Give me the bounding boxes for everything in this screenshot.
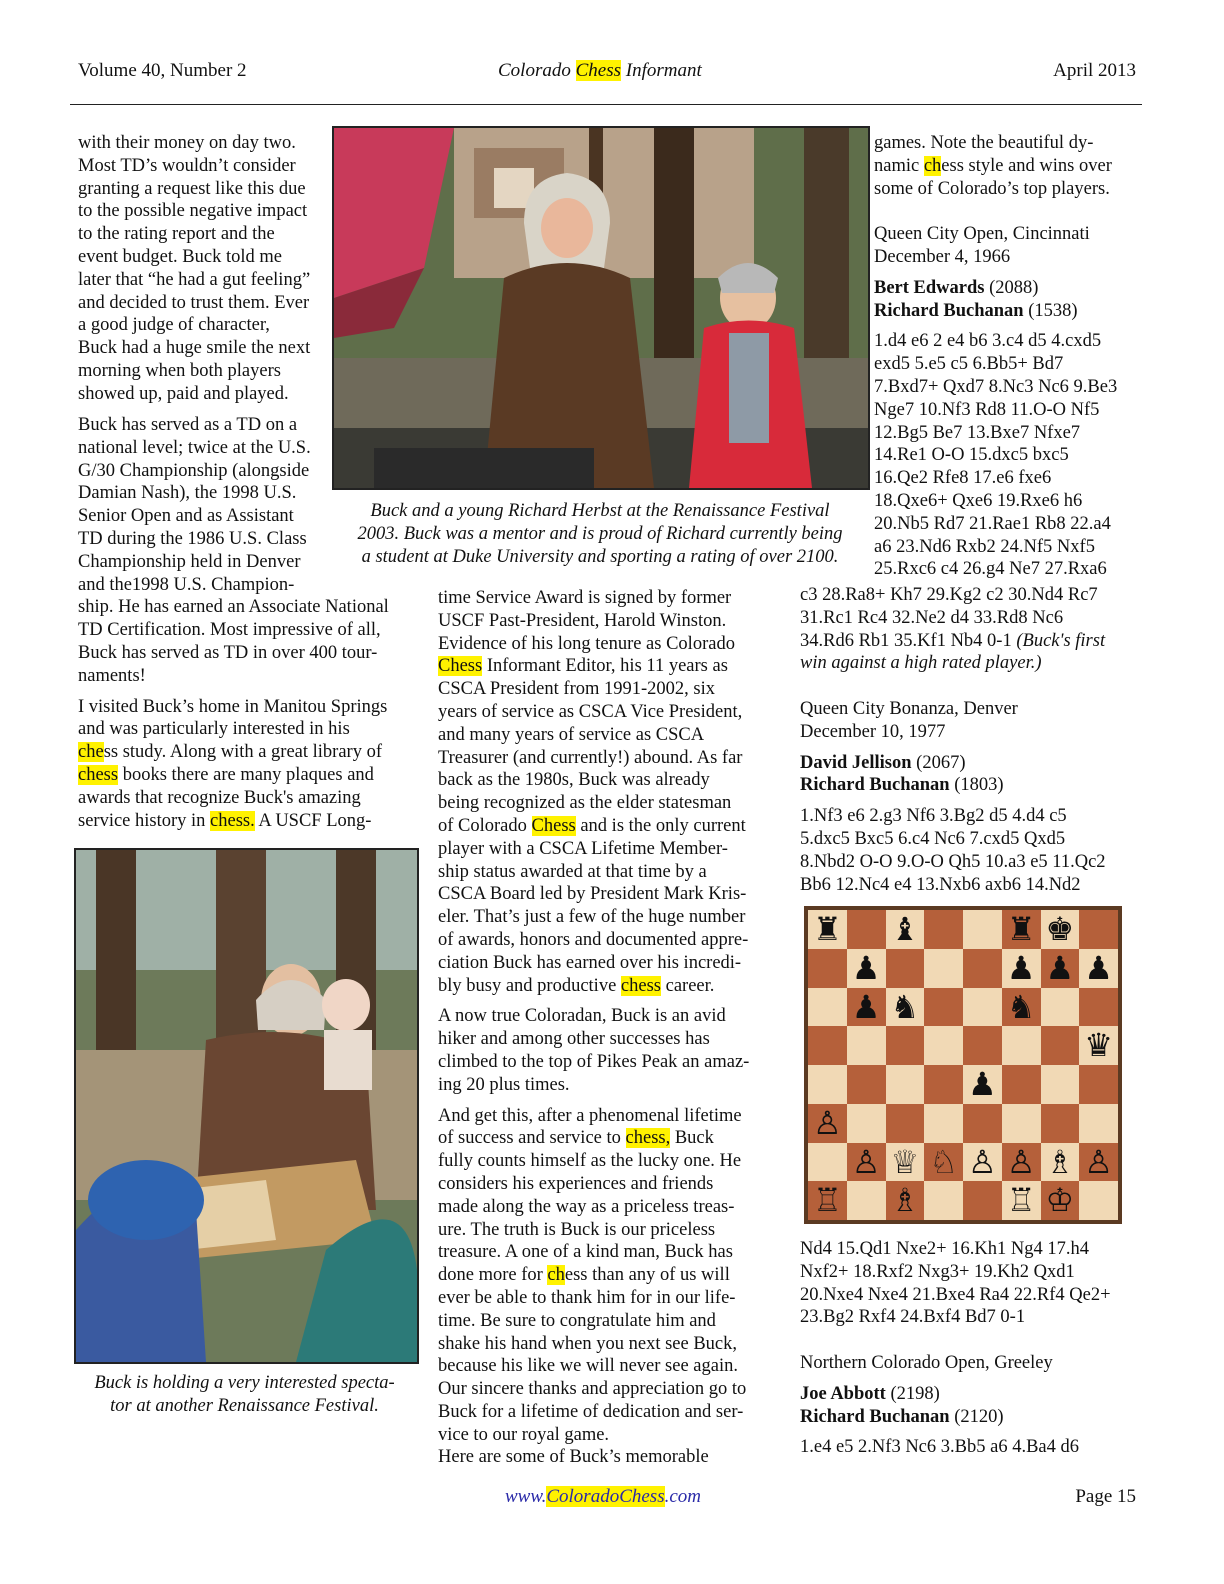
chess-piece: ♖ [1006,1181,1036,1220]
text-line: back as the 1980s, Buck was already [438,770,710,791]
text-line: ciation Buck has earned over his incredi- [438,952,742,973]
text-line: Evidence of his long tenure as Colorado [438,633,735,654]
moves-line: Nxf2+ 18.Rxf2 Nxg3+ 19.Kh2 Qxd1 [800,1261,1075,1282]
text-line: chess study. Along with a great library of [78,742,383,763]
board-square [847,1181,886,1220]
board-square [963,910,1002,949]
board-square [963,1104,1002,1143]
text-line: of Colorado Chess and is the only current [438,815,746,836]
moves-line: exd5 5.e5 c5 6.Bb5+ Bd7 [874,354,1064,375]
text-line: Senior Open and as Assistant [78,506,294,527]
moves-line: 34.Rd6 Rb1 35.Kf1 Nb4 0-1 (Buck's first [800,630,1106,651]
text-line: morning when both players [78,360,281,381]
text-line: I visited Buck’s home in Manitou Springs [78,696,388,717]
text-line: Our sincere thanks and appreciation go to [438,1379,747,1400]
column-3-upper [874,132,1144,581]
header-rule [70,104,1142,105]
chess-piece: ♛ [1084,1026,1113,1065]
header-date: April 2013 [1053,60,1136,81]
game-event: Queen City Open, Cincinnati [874,224,1090,245]
moves-line: 1.e4 e5 2.Nf3 Nc6 3.Bb5 a6 4.Ba4 d6 [800,1437,1079,1458]
chess-piece: ♔ [1045,1181,1075,1220]
text-line: And get this, after a phenomenal lifetime [438,1105,742,1126]
paragraph-lifetime [438,1105,783,1470]
board-square [924,910,963,949]
chess-piece: ♕ [890,1142,920,1181]
board-square [1079,910,1118,949]
text-line: Here are some of Buck’s memorable [438,1447,709,1468]
moves-line: 12.Bg5 Be7 13.Bxe7 Nfxe7 [874,422,1081,443]
text-line: because his like we will never see again. [438,1356,738,1377]
caption-line: a student at Duke University and sporting a rating of over 2100. [361,546,839,567]
text-line: naments! [78,665,146,686]
board-square [808,949,847,988]
text-line: being recognized as the elder statesman [438,793,732,814]
board-square [1079,988,1118,1027]
text-line: ever be able to thank him for in our life- [438,1287,736,1308]
text-line: shake his hand when you next see Buck, [438,1333,738,1354]
text-line: some of Colorado’s top players. [874,178,1110,199]
chess-piece: ♟ [1006,948,1036,987]
text-line: CSCA President from 1991-2002, six [438,679,715,700]
board-square [1041,1026,1080,1065]
chess-piece: ♗ [890,1181,920,1220]
game-black-player: Richard Buchanan (1538) [874,300,1078,321]
moves-line: c3 28.Ra8+ Kh7 29.Kg2 c2 30.Nd4 Rc7 [800,585,1098,605]
board-square [847,1104,886,1143]
board-square [1041,1065,1080,1104]
text-line: and many years of service as CSCA [438,724,705,745]
text-line: national level; twice at the U.S. [78,437,311,458]
paragraph-awards [438,587,783,997]
moves-line: 25.Rxc6 c4 26.g4 Ne7 27.Rxa6 [874,559,1107,580]
text-line: made along the way as a priceless treas- [438,1196,735,1217]
text-line: granting a request like this due [78,178,306,199]
text-line: ure. The truth is Buck is our priceless [438,1219,716,1240]
board-square [808,1065,847,1104]
text-line: bly busy and productive chess career. [438,975,715,996]
chess-piece: ♗ [1045,1142,1075,1181]
text-line: and decided to trust them. Ever [78,292,310,313]
game-date: December 10, 1977 [800,721,946,742]
text-line: to the rating report and the [78,224,275,245]
caption-line: Buck is holding a very interested specta- [94,1373,395,1393]
board-square [886,1026,925,1065]
board-square [924,988,963,1027]
text-line: player with a CSCA Lifetime Member- [438,838,728,859]
game-black-player: Richard Buchanan (2120) [800,1406,1004,1427]
board-square [963,949,1002,988]
board-square [808,1143,847,1182]
text-line: G/30 Championship (alongside [78,460,310,481]
moves-line: 20.Nb5 Rd7 21.Rae1 Rb8 22.a4 [874,513,1111,534]
board-square [963,1026,1002,1065]
board-square [847,1026,886,1065]
text-line: TD during the 1986 U.S. Class [78,528,307,549]
board-square [1002,1104,1041,1143]
text-line: ship. He has earned an Associate National [78,597,389,618]
game-note: win against a high rated player.) [800,653,1042,674]
chess-piece: ♙ [1084,1142,1113,1181]
moves-line: a6 23.Nd6 Rxb2 24.Nf5 Nxf5 [874,536,1095,557]
game-white-player: Joe Abbott (2198) [800,1383,940,1404]
moves-line: Bb6 12.Nc4 e4 13.Nxb6 axb6 14.Nd2 [800,874,1081,895]
text-line: event budget. Buck told me [78,246,282,267]
text-line: ship status awarded at that time by a [438,861,707,882]
column-1-top [78,132,328,414]
text-line: games. Note the beautiful dy- [874,133,1094,153]
text-line: vice to our royal game. [438,1424,610,1445]
photo-festival-table-scene [76,850,417,1362]
chess-piece: ♟ [1084,948,1113,987]
moves-line: 5.dxc5 Bxc5 6.c4 Nc6 7.cxd5 Qxd5 [800,828,1066,849]
chess-piece: ♟ [851,987,881,1026]
chess-piece: ♟ [968,1065,997,1103]
board-square [963,1181,1002,1220]
caption-top-photo [334,500,866,568]
board-square [886,1065,925,1104]
chess-piece: ♜ [813,910,842,948]
chess-piece: ♙ [813,1103,842,1142]
text-line: showed up, paid and played. [78,383,289,404]
chess-piece: ♟ [1045,948,1075,987]
column-3-lower [800,584,1145,896]
board-square [808,1026,847,1065]
caption-bottom-photo [74,1372,415,1418]
board-square [1002,1026,1041,1065]
chess-piece: ♞ [890,987,920,1026]
text-line: chess books there are many plaques and [78,764,374,785]
text-line: a good judge of character, [78,315,270,336]
chess-piece: ♙ [851,1142,881,1181]
column-2 [438,587,783,1477]
header-publication-title: Colorado Chess Informant [498,60,702,81]
text-line: time. Be sure to congratulate him and [438,1310,716,1331]
board-square [963,988,1002,1027]
column-3-after-board [800,1238,1145,1459]
chess-piece: ♞ [1006,987,1036,1026]
text-line: Buck has served as TD in over 400 tour- [78,642,378,663]
photo-buck-holding-spectator [74,848,419,1364]
text-line: Buck has served as a TD on a [78,415,298,435]
moves-line: 14.Re1 O-O 15.dxc5 bxc5 [874,445,1069,466]
chess-piece: ♖ [813,1181,842,1220]
chess-piece: ♟ [851,948,881,987]
moves-line: Nd4 15.Qd1 Nxe2+ 16.Kh1 Ng4 17.h4 [800,1239,1089,1259]
board-square [847,910,886,949]
chess-board-diagram [804,906,1122,1224]
caption-line: Buck and a young Richard Herbst at the Renaissance Festival [370,501,830,521]
chess-piece: ♙ [968,1142,997,1181]
paragraph-request [78,132,328,406]
board-square [808,988,847,1027]
photo-festival-scene [334,128,868,488]
game-date: December 4, 1966 [874,246,1011,267]
text-line: service history in chess. A USCF Long- [78,810,372,831]
text-line: Championship held in Denver [78,551,301,572]
text-line: CSCA Board led by President Mark Kris- [438,884,747,905]
text-line: with their money on day two. [78,133,296,153]
chess-piece: ♚ [1045,910,1075,948]
moves-line: 7.Bxd7+ Qxd7 8.Nc3 Nc6 9.Be3 [874,376,1118,397]
chess-piece: ♝ [890,910,920,948]
moves-line: 20.Nxe4 Nxe4 21.Bxe4 Ra4 22.Rf4 Qe2+ [800,1284,1111,1305]
board-square [1079,1181,1118,1220]
moves-line: Nge7 10.Nf3 Rd8 11.O-O Nf5 [874,399,1100,420]
game-event: Northern Colorado Open, Greeley [800,1352,1053,1373]
game-white-player: Bert Edwards (2088) [874,277,1039,298]
text-line: USCF Past-President, Harold Winston. [438,610,727,631]
text-line: Buck for a lifetime of dedication and ser- [438,1401,744,1422]
board-square [924,1104,963,1143]
moves-line: 8.Nbd2 O-O 9.O-O Qh5 10.a3 e5 11.Qc2 [800,851,1106,872]
board-square [1041,1104,1080,1143]
text-line: Treasurer (and currently!) abound. As far [438,747,743,768]
game-white-player: David Jellison (2067) [800,752,966,773]
chess-piece: ♙ [1006,1142,1036,1181]
text-line: and was particularly interested in his [78,719,350,740]
text-line: awards that recognize Buck's amazing [78,787,361,808]
text-line: and the1998 U.S. Champion- [78,574,295,595]
text-line: Most TD’s wouldn’t consider [78,155,296,176]
caption-line: 2003. Buck was a mentor and is proud of Richard currently being [357,523,843,544]
chess-piece: ♜ [1006,910,1036,948]
moves-line: 1.d4 e6 2 e4 b6 3.c4 d5 4.cxd5 [874,331,1102,352]
text-line: to the possible negative impact [78,201,308,222]
text-line: ing 20 plus times. [438,1074,570,1095]
chess-piece: ♘ [929,1142,958,1181]
text-line: of success and service to chess, Buck [438,1128,714,1149]
text-line: Buck had a huge smile the next [78,338,311,359]
text-line: time Service Award is signed by former [438,588,732,608]
text-line: years of service as CSCA Vice President, [438,701,743,722]
board-square [847,1065,886,1104]
header-volume: Volume 40, Number 2 [78,60,247,81]
board-square [886,1104,925,1143]
text-line: climbed to the top of Pikes Peak an amaz- [438,1051,750,1072]
text-line: treasure. A one of a kind man, Buck has [438,1242,733,1263]
text-line: namic chess style and wins over [874,155,1112,176]
board-square [924,1026,963,1065]
moves-line: 1.Nf3 e6 2.g3 Nf6 3.Bg2 d5 4.d4 c5 [800,806,1067,827]
board-square [1079,1104,1118,1143]
text-line: hiker and among other successes has [438,1029,710,1050]
board-square [924,1065,963,1104]
caption-line: tor at another Renaissance Festival. [110,1395,379,1416]
text-line: considers his experiences and friends [438,1173,714,1194]
board-square [886,949,925,988]
paragraph-home-visit [78,696,418,833]
moves-line: 31.Rc1 Rc4 32.Ne2 d4 33.Rd8 Nc6 [800,607,1064,628]
text-line: later that “he had a gut feeling” [78,269,311,290]
game-event: Queen City Bonanza, Denver [800,698,1018,719]
board-square [1079,1065,1118,1104]
footer-website-link[interactable]: www.ColoradoChess.com [505,1486,702,1507]
moves-line: 16.Qe2 Rfe8 17.e6 fxe6 [874,468,1052,489]
text-line: of awards, honors and documented appre- [438,929,749,950]
game-black-player: Richard Buchanan (1803) [800,775,1004,796]
text-line: eler. That’s just a few of the huge number [438,907,746,928]
moves-line: 18.Qxe6+ Qxe6 19.Rxe6 h6 [874,490,1083,511]
page-number: Page 15 [1075,1486,1136,1507]
moves-line: 23.Bg2 Rxf4 24.Bxf4 Bd7 0-1 [800,1307,1026,1328]
board-square [1002,1065,1041,1104]
board-square [1041,988,1080,1027]
text-line: Damian Nash), the 1998 U.S. [78,483,297,504]
paragraph-pikes-peak [438,1005,783,1096]
text-line: fully counts himself as the lucky one. He [438,1151,742,1172]
photo-buck-and-richard [332,126,870,490]
text-line: Chess Informant Editor, his 11 years as [438,656,728,677]
board-square [924,1181,963,1220]
board-square [924,949,963,988]
text-line: A now true Coloradan, Buck is an avid [438,1006,726,1027]
text-line: done more for chess than any of us will [438,1265,730,1286]
text-line: TD Certification. Most impressive of all, [78,620,381,641]
